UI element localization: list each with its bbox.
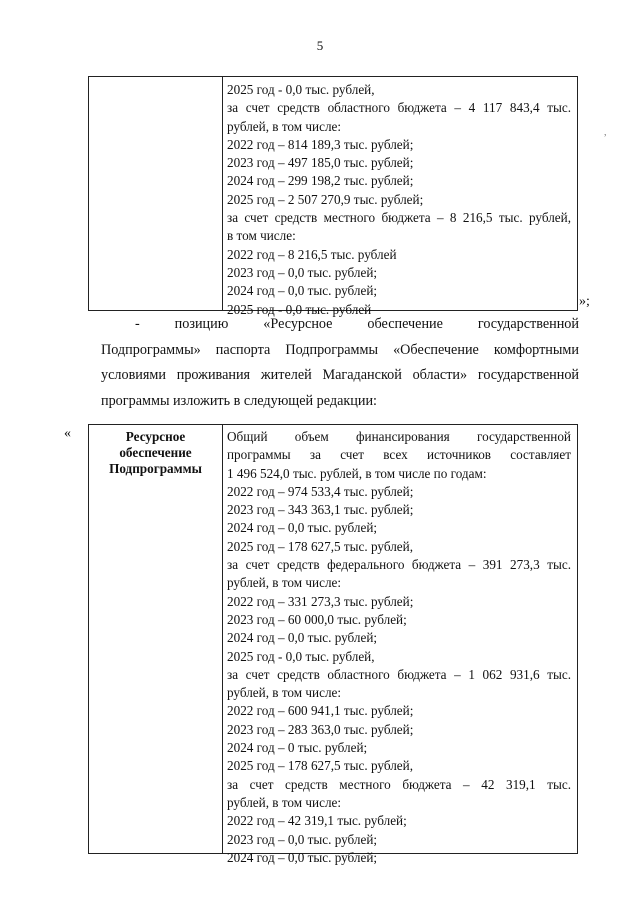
table-line: 2025 год – 178 627,5 тыс. рублей, <box>227 758 413 774</box>
resource-label-cell <box>89 425 223 853</box>
table-line: 2025 год - 0,0 тыс. рублей <box>227 301 372 317</box>
table-line: 2022 год – 974 533,4 тыс. рублей; <box>227 483 414 499</box>
table-line: 2022 год – 8 216,5 тыс. рублей <box>227 246 397 262</box>
table-value-cell <box>223 77 577 317</box>
table-line: 2024 год – 0,0 тыс. рублей; <box>227 630 378 646</box>
table-line: 2024 год – 0,0 тыс. рублей; <box>227 520 378 536</box>
table-label-cell <box>89 77 223 310</box>
paragraph-line: Подпрограммы» паспорта Подпрограммы «Обеспечение комфортными <box>101 341 579 358</box>
table-line: рублей, в том числе: <box>227 575 342 591</box>
table-line: 2023 год – 283 363,0 тыс. рублей; <box>227 721 414 737</box>
table-line: 2023 год – 0,0 тыс. рублей; <box>227 264 378 280</box>
table-line: 2023 год – 343 363,1 тыс. рублей; <box>227 502 414 518</box>
table-line: 2023 год – 0,0 тыс. рублей; <box>227 831 378 847</box>
table-line: 2022 год – 331 273,3 тыс. рублей; <box>227 593 414 609</box>
table-line: за счет средств областного бюджета – 4 117 843,4 тыс. <box>227 100 571 116</box>
resource-label: Ресурсное обеспечение Подпрограммы <box>109 429 202 476</box>
paragraph-line: условиями проживания жителей Магаданской области» государственной <box>101 367 579 383</box>
table-line: 2022 год – 814 189,3 тыс. рублей; <box>227 136 414 152</box>
table-line: 2025 год – 178 627,5 тыс. рублей, <box>227 538 413 554</box>
table-line: за счет средств местного бюджета – 42 319,1 тыс. <box>227 776 571 792</box>
opening-quote-mark: « <box>64 426 71 441</box>
table-line: 2024 год – 299 198,2 тыс. рублей; <box>227 173 414 189</box>
table-line: 1 496 524,0 тыс. рублей, в том числе по годам: <box>227 465 487 481</box>
table-continuation <box>88 76 578 317</box>
table-line: 2024 год – 0 тыс. рублей; <box>227 740 368 756</box>
table-line: 2025 год - 0,0 тыс. рублей, <box>227 648 375 664</box>
table-line: за счет средств федерального бюджета – 391 273,3 тыс. <box>227 557 571 573</box>
closing-quote-mark: »; <box>579 294 590 309</box>
table-line: 2023 год – 497 185,0 тыс. рублей; <box>227 155 414 171</box>
table-line: 2025 год - 0,0 тыс. рублей, <box>227 82 375 97</box>
margin-mark: , <box>604 127 607 138</box>
table-line: рублей, в том числе: <box>227 685 342 701</box>
table-line: рублей, в том числе: <box>227 118 342 134</box>
table-line: 2024 год – 0,0 тыс. рублей; <box>227 283 378 299</box>
table-line: 2022 год – 600 941,1 тыс. рублей; <box>227 703 414 719</box>
table-line: 2025 год – 2 507 270,9 тыс. рублей; <box>227 191 424 207</box>
table-line: в том числе: <box>227 228 296 244</box>
table-line: программы за счет всех источников составляет <box>227 447 571 463</box>
table-line: за счет средств областного бюджета – 1 062 931,6 тыс. <box>227 666 571 682</box>
table-line: 2023 год – 60 000,0 тыс. рублей; <box>227 611 407 627</box>
paragraph-line: программы изложить в следующей редакции: <box>101 392 377 409</box>
instruction-paragraph <box>101 312 579 414</box>
table-line: за счет средств местного бюджета – 8 216,5 тыс. рублей, <box>227 210 571 226</box>
table-line: 2022 год – 42 319,1 тыс. рублей; <box>227 813 407 829</box>
table-line: 2024 год – 0,0 тыс. рублей; <box>227 849 378 865</box>
resource-table <box>88 424 578 865</box>
table-line: рублей, в том числе: <box>227 794 342 810</box>
page-number: 5 <box>316 38 324 53</box>
resource-value-cell <box>223 425 577 865</box>
paragraph-line: - позицию «Ресурсное обеспечение государственной <box>135 316 579 332</box>
table-line: Общий объем финансирования государственной <box>227 429 571 444</box>
